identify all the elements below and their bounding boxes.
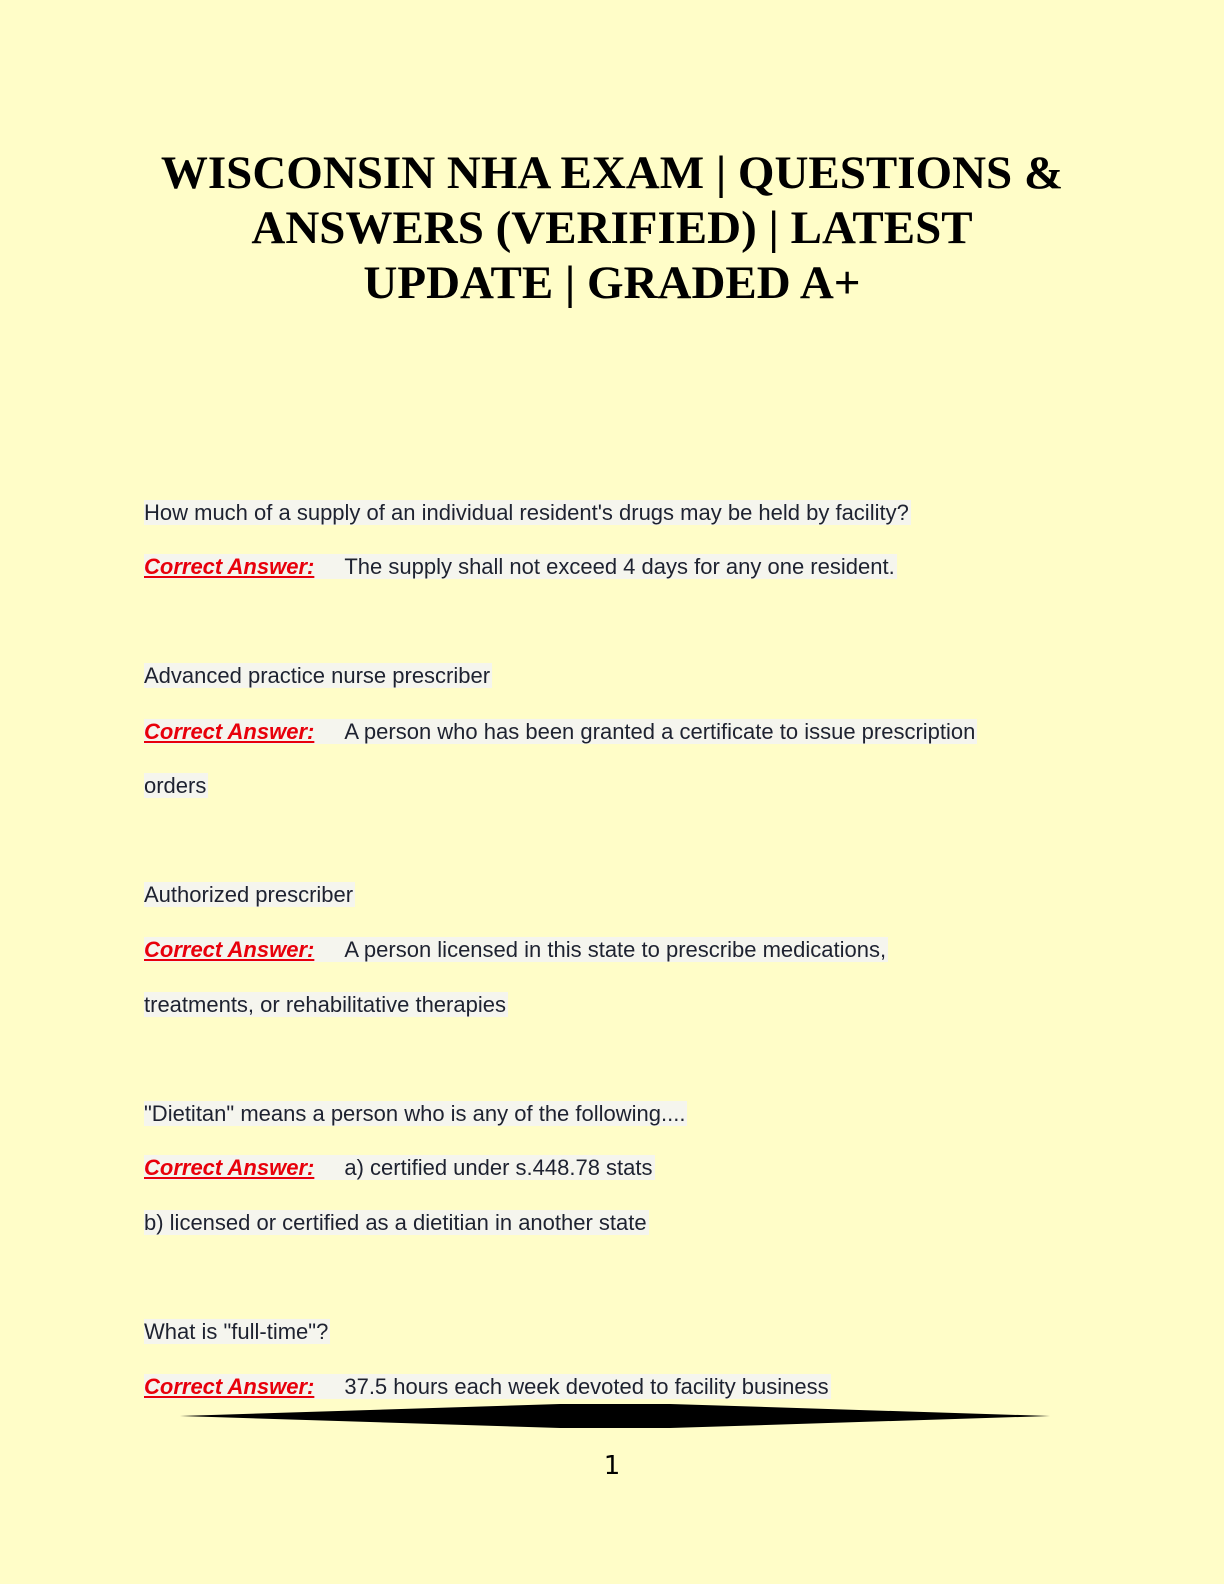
question-text: Advanced practice nurse prescriber: [144, 663, 491, 688]
answer-text: The supply shall not exceed 4 days for any one resident.: [344, 554, 895, 579]
question-text: How much of a supply of an individual resident's drugs may be held by facility?: [144, 500, 909, 525]
page-number: 1: [603, 1451, 621, 1481]
title-line: UPDATE | GRADED A+: [363, 257, 861, 309]
answer-text: 37.5 hours each week devoted to facility business: [344, 1374, 829, 1399]
answer-line: [144, 553, 897, 581]
answer-line: [144, 718, 977, 746]
title-line: WISCONSIN NHA EXAM | QUESTIONS &: [160, 147, 1064, 199]
question-text: What is "full-time"?: [144, 1319, 329, 1344]
question-text: "Dietitan" means a person who is any of the following....: [144, 1101, 686, 1126]
answer-text: A person licensed in this state to prescribe medications,: [344, 937, 887, 962]
document-title: [110, 146, 1114, 311]
correct-answer-label: Correct Answer:: [144, 554, 344, 579]
footer-divider: [180, 1400, 1050, 1432]
answer-continuation: treatments, or rehabilitative therapies: [144, 992, 506, 1017]
question-text: Authorized prescriber: [144, 882, 354, 907]
correct-answer-label: Correct Answer:: [144, 1155, 344, 1180]
answer-line: [144, 1373, 831, 1401]
correct-answer-label: Correct Answer:: [144, 1374, 344, 1399]
answer-text: A person who has been granted a certificate to issue prescription: [344, 719, 976, 744]
answer-text: a) certified under s.448.78 stats: [344, 1155, 653, 1180]
correct-answer-label: Correct Answer:: [144, 937, 344, 962]
answer-line: [144, 1154, 655, 1182]
answer-continuation: b) licensed or certified as a dietitian in another state: [144, 1210, 647, 1235]
title-line: ANSWERS (VERIFIED) | LATEST: [251, 202, 973, 254]
correct-answer-label: Correct Answer:: [144, 719, 344, 744]
answer-continuation: orders: [144, 773, 207, 798]
answer-line: [144, 936, 888, 964]
